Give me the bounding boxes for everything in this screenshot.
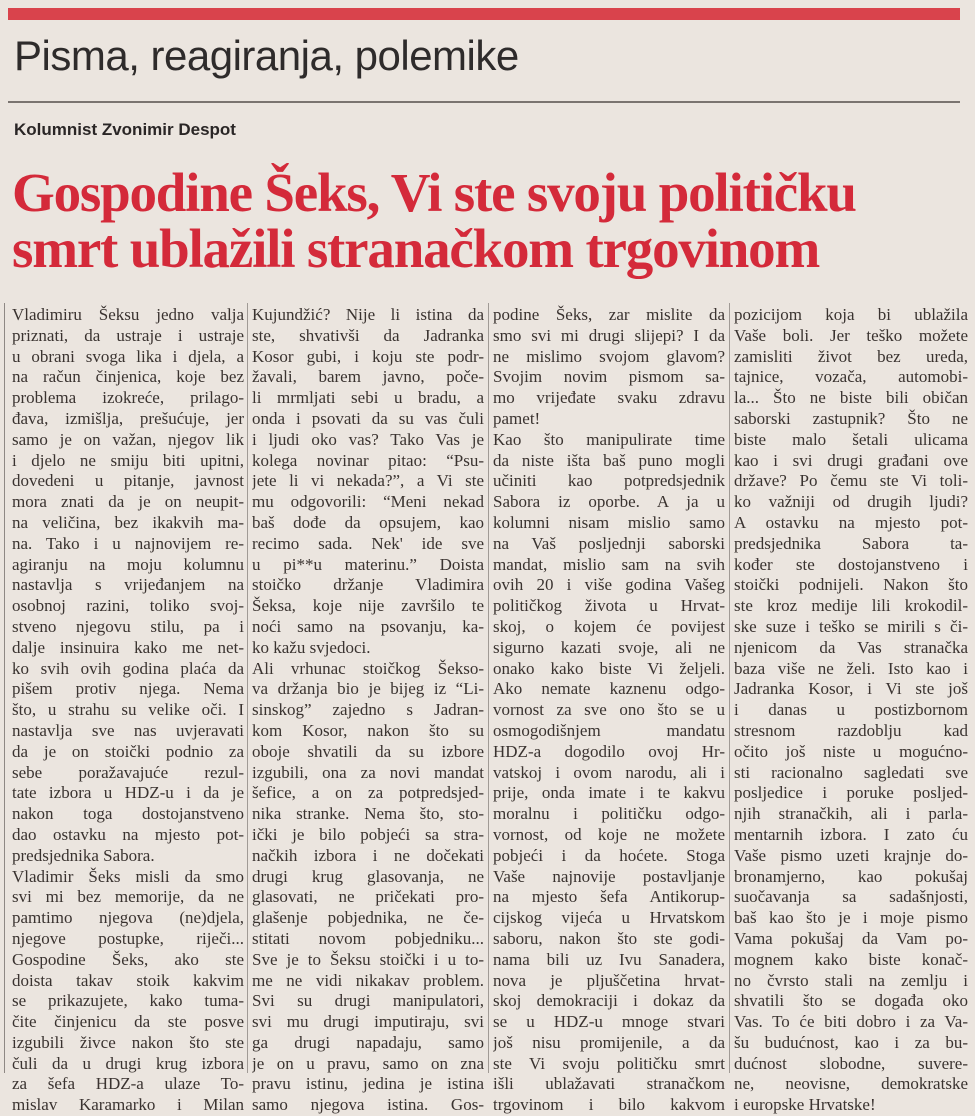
column-divider	[729, 303, 730, 1073]
text-line: suočavanja sa sadašnjosti,	[734, 887, 968, 907]
text-line: stresnom razdoblju kad	[734, 720, 968, 740]
headline-line-1: Gospodine Šeks, Vi ste svoju političku	[12, 162, 856, 223]
text-line: stoički podnijeli. Nakon što	[734, 575, 968, 595]
text-line: va držanja bio je bijeg iz “Li-	[252, 679, 484, 699]
text-line: Vladimir Šeks misli da smo	[12, 866, 244, 886]
text-line: no čvrsto stali na zemlju i	[734, 970, 968, 990]
text-line: posljedice i poruke posljed-	[734, 783, 968, 803]
text-line: mentarnih izbora. I zato ću	[734, 824, 968, 844]
text-line: osobnoj razini, toliko svoj-	[12, 596, 244, 616]
text-line: čuli da u drugi krug izbora	[12, 1053, 244, 1073]
text-line: Šeksa, koje nije završilo te	[252, 596, 484, 616]
text-line: ne, neovisne, demokratske	[734, 1074, 968, 1094]
text-line: načkih izbora i ne dočekati	[252, 845, 484, 865]
text-line: se u HDZ-u mnoge stvari	[493, 1012, 725, 1032]
text-line: nakon toga dostojanstveno	[12, 804, 244, 824]
text-line: bronamjerno, kao pokušaj	[734, 866, 968, 886]
text-line: shvatili što se događa oko	[734, 991, 968, 1011]
text-line: prije, onda imate i te kakvu	[493, 783, 725, 803]
article-headline	[12, 162, 962, 279]
text-line: ste, shvativši da Jadranka	[252, 325, 484, 345]
text-line: samo njegova istina. Gos-	[252, 1095, 484, 1115]
text-line: pozicijom koja bi ublažila	[734, 305, 968, 324]
text-line: vornost, od koje ne možete	[493, 824, 725, 844]
text-line: Ali vrhunac stoičkog Šekso-	[252, 658, 484, 678]
text-line: li mrmljati sebi u bradu, a	[252, 388, 484, 408]
text-line: izgubili živce nakon što ste	[12, 1032, 244, 1052]
text-line: još nisu promijenile, a da	[493, 1032, 725, 1052]
text-line: doista takav stoik kakvim	[12, 970, 244, 990]
text-line: kolumni nisam mislio samo	[493, 512, 725, 532]
text-line: ko svih ovih godina plaća da	[12, 658, 244, 678]
text-line: mo vrijeđate svaku zdravu	[493, 388, 725, 408]
text-line: saborski zastupnik? Što ne	[734, 408, 968, 428]
text-line: Sve je to Šeksu stoički i u to-	[252, 949, 484, 969]
text-line: ički je bilo pobjeći sa stra-	[252, 824, 484, 844]
text-line: mislav Karamarko i Milan	[12, 1095, 244, 1115]
text-line: pamet!	[493, 408, 541, 428]
text-line: me ne vidi nikakav problem.	[252, 970, 484, 990]
text-line: išli ublažavati stranačkom	[493, 1074, 725, 1094]
text-line: podine Šeks, zar mislite da	[493, 305, 725, 324]
text-line: Vama pokušaj da Vam po-	[734, 928, 968, 948]
text-line: ne mislimo svojom glavom?	[493, 346, 725, 366]
text-line: glašenje pobjednika, ne če-	[252, 908, 484, 928]
text-line: njenicom da Vas stranačka	[734, 637, 968, 657]
text-line: i europske Hrvatske!	[734, 1095, 876, 1115]
text-line: šefice, a on za potpredsjed-	[252, 783, 484, 803]
text-line: onda i psovati da su vas čuli	[252, 408, 484, 428]
text-line: glasovati, ne pričekati pro-	[252, 887, 484, 907]
text-line: u obrani svoga lika i djela, a	[12, 346, 244, 366]
text-line: vatskoj i ovom narodu, ali i	[493, 762, 725, 782]
author-byline: Kolumnist Zvonimir Despot	[14, 120, 236, 139]
text-line: ga drugi napadaju, samo	[252, 1032, 484, 1052]
text-line: drugi krug glasovanja, ne	[252, 866, 484, 886]
text-line: pišem protiv njega. Nema	[12, 679, 244, 699]
text-line: osmogodišnjem mandatu	[493, 720, 725, 740]
text-line: Ako nemate kaznenu odgo-	[493, 679, 725, 699]
text-line: recimo sada. Nek' ide sve	[252, 533, 484, 553]
text-line: stveno njegovu stilu, pa i	[12, 616, 244, 636]
text-line: biste malo šetali ulicama	[734, 429, 968, 449]
text-line: Vas. To će biti dobro i za Va-	[734, 1012, 968, 1032]
text-line: Jadranka Kosor, i Vi ste još	[734, 679, 968, 699]
text-line: sinskog” zajedno s Jadran-	[252, 700, 484, 720]
section-color-bar	[8, 8, 960, 20]
text-line: moralnu i političku odgo-	[493, 804, 725, 824]
article-column-2	[252, 305, 484, 1116]
text-line: baza više ne želi. Isto kao i	[734, 658, 968, 678]
text-line: baš dođe da opsujem, kao	[252, 512, 484, 532]
text-line: kom Kosor, nakon što su	[252, 720, 484, 740]
text-line: dao ostavku na mjesto pot-	[12, 824, 244, 844]
text-line: samo je on važan, njegov lik	[12, 429, 244, 449]
text-line: kolega novinar pitao: “Psu-	[252, 450, 484, 470]
text-line: priznati, da ustraje i ustraje	[12, 325, 244, 345]
text-line: njegove postupke, riječi...	[12, 928, 244, 948]
text-line: ko važniji od drugih ljudi?	[734, 492, 968, 512]
text-line: mora znati da je on neupit-	[12, 492, 244, 512]
column-divider	[247, 303, 248, 1073]
text-line: Vaše boli. Jer teško možete	[734, 325, 968, 345]
text-line: političkog života u Hrvat-	[493, 596, 725, 616]
text-line: šu budućnost, kao i za bu-	[734, 1032, 968, 1052]
text-line: ste kroz medije lili krokodil-	[734, 596, 968, 616]
text-line: na veličina, bez ikakvih ma-	[12, 512, 244, 532]
text-line: tajnice, vozača, automobi-	[734, 367, 968, 387]
text-line: se prikazujete, kako tuma-	[12, 991, 244, 1011]
text-line: na. Tako i u najnovijem re-	[12, 533, 244, 553]
text-line: problema izokreće, prilago-	[12, 388, 244, 408]
text-line: la... Što ne biste bili običan	[734, 388, 968, 408]
text-line: čite činjenicu da ste posve	[12, 1012, 244, 1032]
text-line: i ljudi oko vas? Tako Vas je	[252, 429, 484, 449]
text-line: države? Po čemu ste Vi toli-	[734, 471, 968, 491]
article-column-1	[12, 305, 244, 1116]
text-line: mognem kako biste konač-	[734, 949, 968, 969]
text-line: A ostavku na mjesto pot-	[734, 512, 968, 532]
text-line: kao i svi drugi građani ove	[734, 450, 968, 470]
text-line: da niste išta baš puno mogli	[493, 450, 725, 470]
text-line: agiranju na moju kolumnu	[12, 554, 244, 574]
text-line: trgovinom i bilo kakvom	[493, 1095, 725, 1115]
headline-line-2: smrt ublažili stranačkom trgovinom	[12, 218, 820, 279]
text-line: ko kažu svjedoci.	[252, 637, 371, 657]
text-line: dovedeni u pitanje, javnost	[12, 471, 244, 491]
column-divider	[488, 303, 489, 1073]
section-title: Pisma, reagiranja, polemike	[14, 32, 519, 79]
section-divider	[8, 101, 960, 103]
text-line: smo svi mi drugi slijepi? I da	[493, 325, 725, 345]
text-line: ske suze i teško se mirili s či-	[734, 616, 968, 636]
text-line: sigurno kazati svoje, ali ne	[493, 637, 725, 657]
text-line: saboru, nakon što ste godi-	[493, 928, 725, 948]
text-line: đava, izmišlja, prešućuje, jer	[12, 408, 244, 428]
text-line: na račun činjenica, koje bez	[12, 367, 244, 387]
text-line: Vladimiru Šeksu jedno valja	[12, 305, 244, 324]
text-line: što, u strahu su velike oči. I	[12, 700, 244, 720]
left-border	[4, 303, 5, 1073]
text-line: nama bili uz Ivu Sanadera,	[493, 949, 725, 969]
text-line: ovih 20 i više godina Vašeg	[493, 575, 725, 595]
text-line: pravu istinu, jedina je istina	[252, 1074, 484, 1094]
text-line: skoj demokraciji i dokaz da	[493, 991, 725, 1011]
text-line: i djelo ne smiju biti upitni,	[12, 450, 244, 470]
text-line: cijskog vijeća u Hrvatskom	[493, 908, 725, 928]
text-line: nova je pljuščetina hrvat-	[493, 970, 725, 990]
text-line: zamisliti život bez ureda,	[734, 346, 968, 366]
text-line: Kujundžić? Nije li istina da	[252, 305, 484, 324]
text-line: svi mu drugi imputiraju, svi	[252, 1012, 484, 1032]
text-line: sti racionalno sagledati sve	[734, 762, 968, 782]
text-line: njih stranačkih, ali i parla-	[734, 804, 968, 824]
text-line: kođer ste dostojanstveno i	[734, 554, 968, 574]
text-line: predsjednika Sabora.	[12, 845, 155, 865]
text-line: Svi su drugi manipulatori,	[252, 991, 484, 1011]
text-line: predsjednika Sabora ta-	[734, 533, 968, 553]
text-line: na Vaš posljednji saborski	[493, 533, 725, 553]
text-line: jete li vi nekada?”, a Vi ste	[252, 471, 484, 491]
text-line: nika stranke. Nema što, sto-	[252, 804, 484, 824]
text-line: izgubili, ona za novi mandat	[252, 762, 484, 782]
text-line: baš kao što je i moje pismo	[734, 908, 968, 928]
text-line: pamtimo njegova (ne)djela,	[12, 908, 244, 928]
text-line: pobjeći i da hoćete. Stoga	[493, 845, 725, 865]
text-line: dućnost slobodne, suvere-	[734, 1053, 968, 1073]
text-line: noći samo na psovanju, ka-	[252, 616, 484, 636]
text-line: Svojim novim pismom sa-	[493, 367, 725, 387]
text-line: je on u pravu, samo on zna	[252, 1053, 484, 1073]
text-line: učiniti kao potpredsjednik	[493, 471, 725, 491]
article-column-3	[493, 305, 725, 1116]
text-line: oboje shvatili da su izbore	[252, 741, 484, 761]
text-line: mu odgovorili: “Meni nekad	[252, 492, 484, 512]
text-line: na mjesto šefa Antikorup-	[493, 887, 725, 907]
text-line: svi mi bez memorije, da ne	[12, 887, 244, 907]
text-line: očito još niste u mogućno-	[734, 741, 968, 761]
text-line: žavali, barem javno, poče-	[252, 367, 484, 387]
text-line: sebe poražavajuće rezul-	[12, 762, 244, 782]
text-line: Gospodine Šeks, ako ste	[12, 949, 244, 969]
text-line: Vaše pismo uzeti krajnje do-	[734, 845, 968, 865]
text-line: Vaše najnovije postavljanje	[493, 866, 725, 886]
article-column-4	[734, 305, 968, 1116]
text-line: dalje insinuira kako me net-	[12, 637, 244, 657]
text-line: da je on stoički podnio za	[12, 741, 244, 761]
text-line: Kao što manipulirate time	[493, 429, 725, 449]
text-line: onako kako biste Vi željeli.	[493, 658, 725, 678]
text-line: u pi**u materinu.” Doista	[252, 554, 484, 574]
text-line: i danas u postizbornom	[734, 700, 968, 720]
text-line: nastavlja sve nas uvjeravati	[12, 720, 244, 740]
text-line: Sabora iz oporbe. A ja u	[493, 492, 725, 512]
text-line: ste Vi svoju političku smrt	[493, 1053, 725, 1073]
text-line: nastavlja s vrijeđanjem na	[12, 575, 244, 595]
text-line: Kosor gubi, i koju ste podr-	[252, 346, 484, 366]
text-line: vornost za sve ono što se u	[493, 700, 725, 720]
text-line: za šefa HDZ-a ulaze To-	[12, 1074, 244, 1094]
text-line: stitati novom pobjedniku...	[252, 928, 484, 948]
text-line: skoj, o kojem će povijest	[493, 616, 725, 636]
text-line: mandat, mislio sam na svih	[493, 554, 725, 574]
text-line: stoičko držanje Vladimira	[252, 575, 484, 595]
text-line: HDZ-a dogodilo ovoj Hr-	[493, 741, 725, 761]
text-line: tate izbora u HDZ-u i da je	[12, 783, 244, 803]
